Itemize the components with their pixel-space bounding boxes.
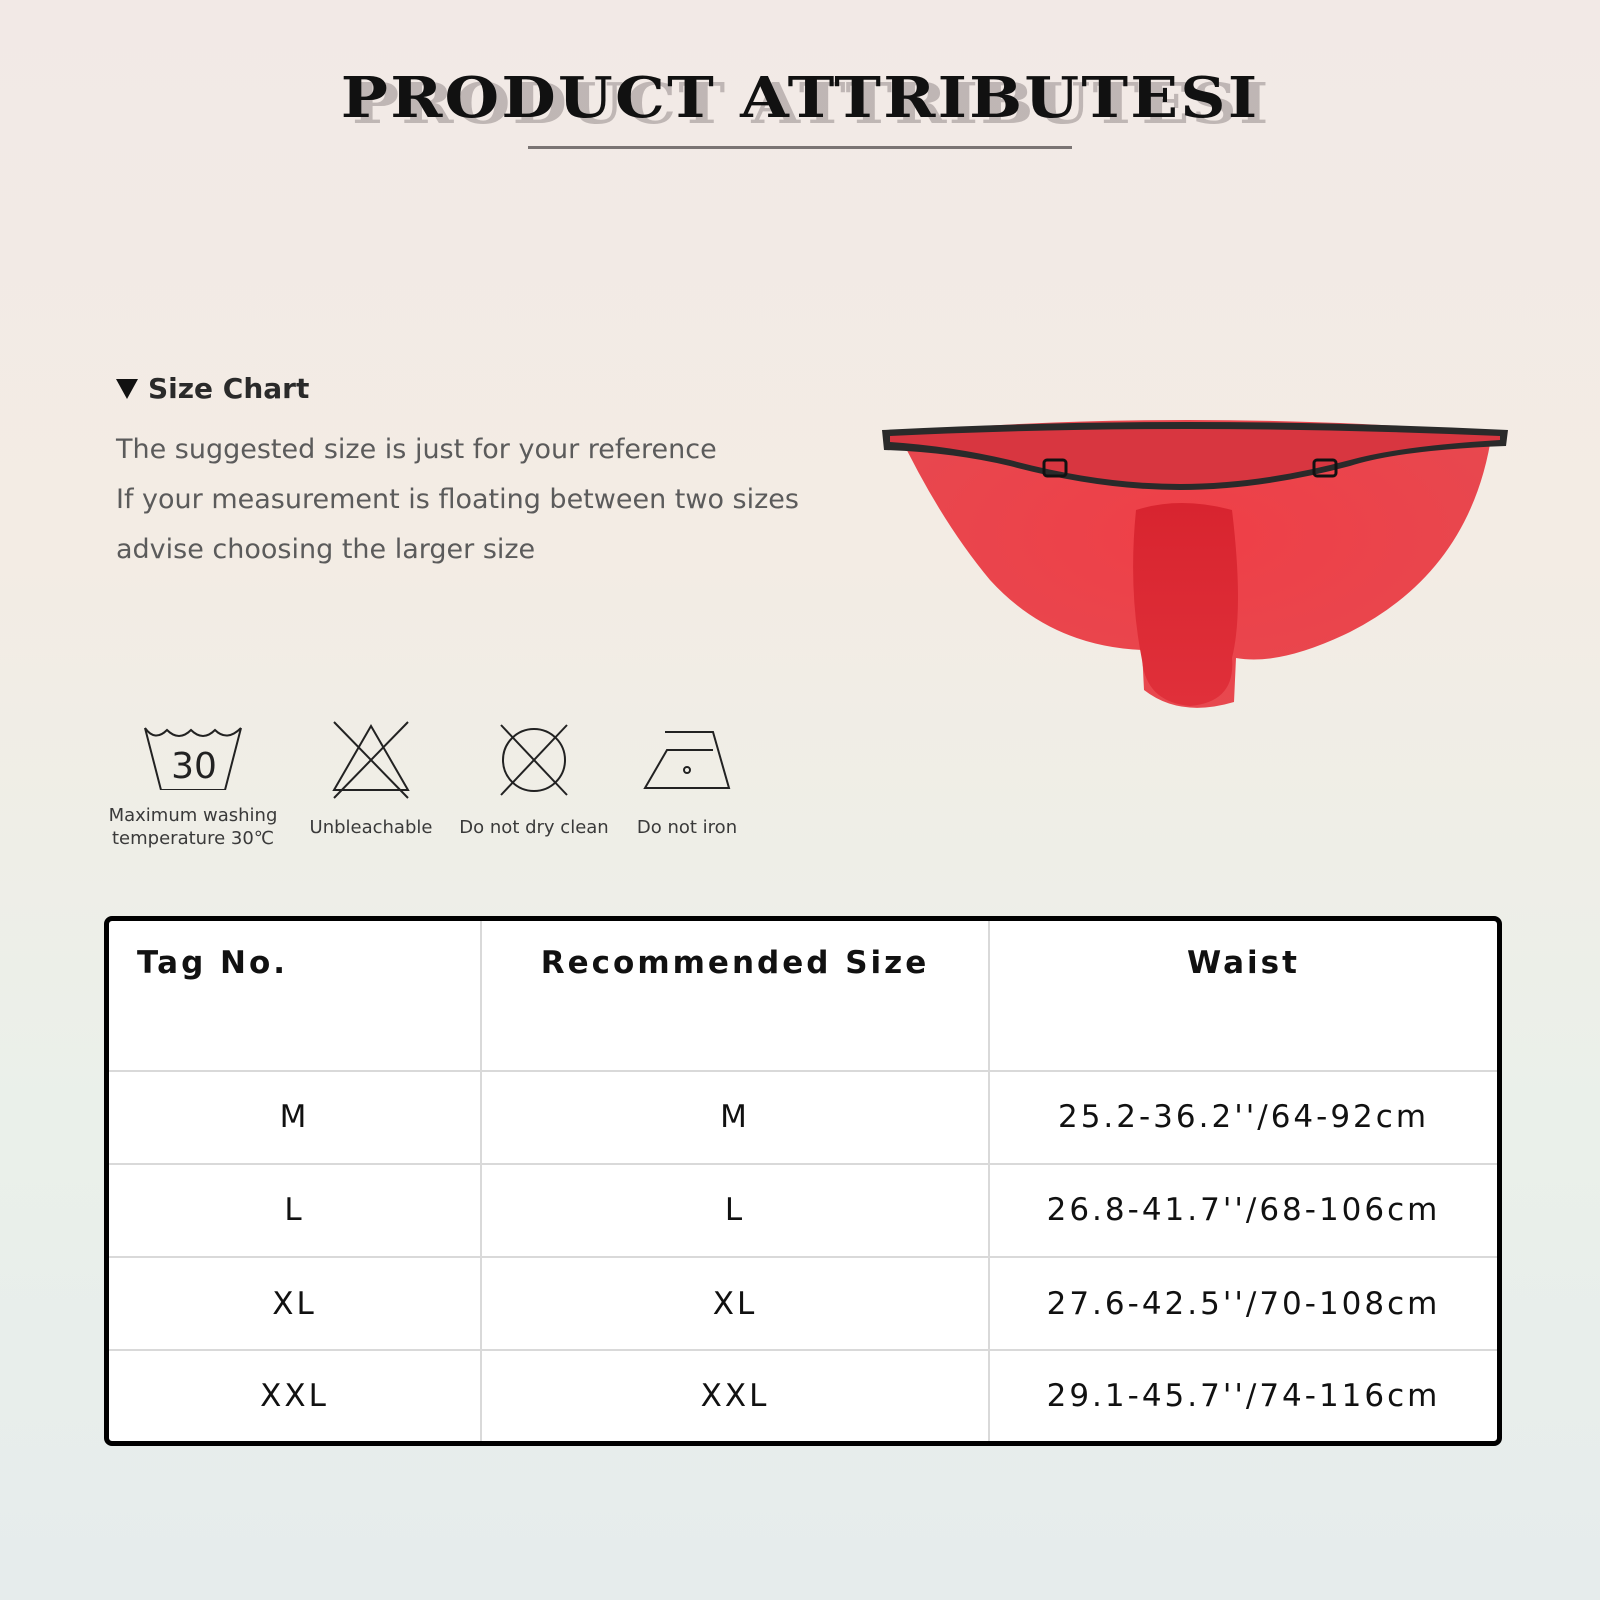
cell-waist: 29.1-45.7''/74-116cm	[989, 1350, 1497, 1441]
red-brief-image	[880, 410, 1520, 720]
wash-number: 30	[171, 746, 217, 787]
table-header-row	[109, 921, 1497, 1071]
care-label-line: Unbleachable	[309, 817, 433, 838]
table-row	[109, 1071, 1497, 1164]
cell-waist: 27.6-42.5''/70-108cm	[989, 1257, 1497, 1350]
table-row	[109, 1350, 1497, 1441]
header-recommended-size: Recommended Size	[481, 921, 989, 1071]
size-table	[104, 916, 1502, 1446]
care-item-iron	[592, 720, 782, 839]
cell-size: XL	[481, 1257, 989, 1350]
description-line: advise choosing the larger size	[116, 534, 536, 565]
care-item-wash	[98, 720, 288, 850]
table-row	[109, 1164, 1497, 1257]
care-label-line: temperature 30℃	[112, 828, 274, 849]
cell-size: L	[481, 1164, 989, 1257]
cell-tag: XXL	[109, 1350, 481, 1441]
cell-size: XXL	[481, 1350, 989, 1441]
cell-tag: L	[109, 1164, 481, 1257]
cell-tag: M	[109, 1071, 481, 1164]
no-bleach-icon	[326, 720, 416, 800]
description-line: If your measurement is floating between two sizes	[116, 484, 799, 515]
header-tag-no: Tag No.	[109, 921, 481, 1071]
size-chart-heading-text: Size Chart	[148, 372, 310, 405]
care-item-bleach	[276, 720, 466, 839]
care-label-line: Maximum washing	[108, 805, 278, 826]
triangle-down-icon	[116, 379, 138, 399]
title-area	[0, 58, 1600, 138]
description-line: The suggested size is just for your reference	[116, 434, 717, 465]
table-row	[109, 1257, 1497, 1350]
page-title: PRODUCT ATTRIBUTESI	[340, 65, 1260, 131]
size-chart-heading	[116, 372, 309, 405]
care-label-line: Do not iron	[636, 817, 738, 838]
cell-waist: 25.2-36.2''/64-92cm	[989, 1071, 1497, 1164]
cell-tag: XL	[109, 1257, 481, 1350]
no-dry-clean-icon	[489, 720, 579, 800]
cell-size: M	[481, 1071, 989, 1164]
title-underline	[528, 146, 1072, 149]
care-label-line: Do not dry clean	[459, 817, 609, 838]
wash-30-icon	[133, 720, 253, 790]
cell-waist: 26.8-41.7''/68-106cm	[989, 1164, 1497, 1257]
header-waist: Waist	[989, 921, 1497, 1071]
no-iron-icon	[637, 720, 737, 800]
size-chart-description	[116, 425, 799, 575]
